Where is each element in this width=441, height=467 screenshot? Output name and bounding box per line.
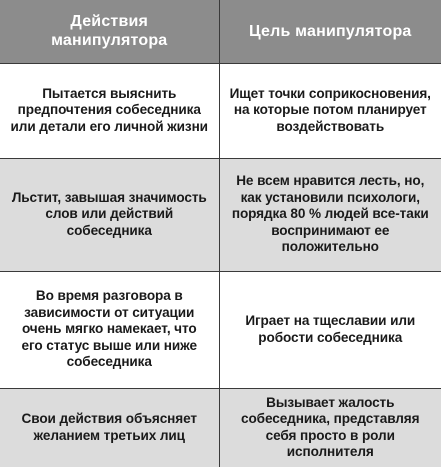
header-goal: Цель манипулятора [219, 0, 441, 63]
goal-cell: Вызывает жалость собеседника, представляя себя просто в роли исполнителя [219, 388, 441, 467]
header-actions: Действия манипулятора [0, 0, 219, 63]
goal-cell: Не всем нравится лесть, но, как установили психологи, порядка 80 % людей все-таки воспринимают ее положительно [219, 158, 441, 271]
table-row [0, 388, 441, 467]
action-cell: Свои действия объясняет желанием третьих лиц [0, 388, 219, 467]
goal-cell: Ищет точки соприкосновения, на которые потом планирует воздействовать [219, 63, 441, 158]
goal-cell: Играет на тщеславии или робости собеседника [219, 271, 441, 388]
action-cell: Льстит, завышая значимость слов или действий собеседника [0, 158, 219, 271]
action-cell: Пытается выяснить предпочтения собеседника или детали его личной жизни [0, 63, 219, 158]
action-cell: Во время разговора в зависимости от ситуации очень мягко намекает, что его статус выше или ниже собеседника [0, 271, 219, 388]
table-row [0, 271, 441, 388]
table-row [0, 63, 441, 158]
table-row [0, 158, 441, 271]
header-row [0, 0, 441, 63]
